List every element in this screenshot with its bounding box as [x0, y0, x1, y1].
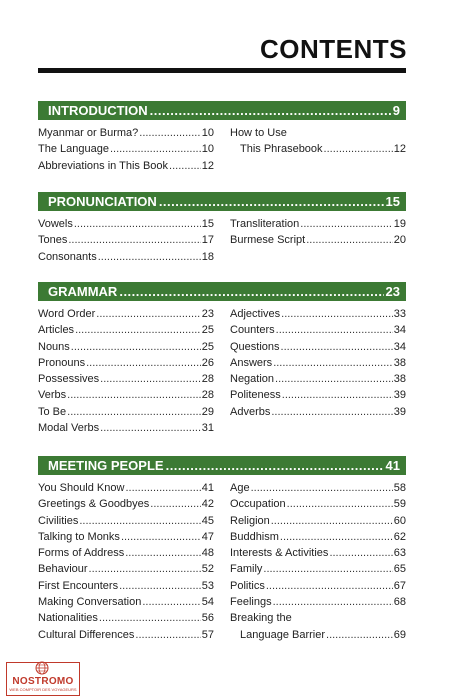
entry-title: Consonants — [38, 250, 97, 263]
entry-title: Negation — [230, 373, 275, 386]
entry-page-number: 57 — [201, 628, 214, 641]
leader-dots — [75, 322, 201, 338]
entry-page-number: 58 — [393, 482, 406, 494]
toc-entry[interactable] — [230, 339, 406, 355]
toc-column-left — [38, 216, 214, 265]
toc-entry[interactable] — [230, 529, 406, 545]
entry-title: Civilities — [38, 514, 79, 527]
leader-dots — [96, 306, 200, 322]
leader-dots — [71, 339, 201, 355]
entry-page-number: 52 — [201, 563, 214, 576]
toc-entry[interactable] — [38, 216, 214, 232]
entry-title: Breaking the — [230, 612, 292, 625]
entry-page-number: 56 — [201, 612, 214, 625]
entry-title: Burmese Script — [230, 234, 306, 247]
section-meeting-people — [38, 456, 406, 643]
toc-entry[interactable] — [38, 627, 214, 643]
toc-entry[interactable] — [38, 322, 214, 338]
toc-entry[interactable] — [38, 420, 214, 436]
toc-column-right — [230, 480, 406, 643]
leader-dots — [329, 545, 392, 561]
toc-column-right — [230, 216, 406, 265]
entry-page-number: 19 — [393, 218, 406, 230]
leader-dots — [100, 371, 201, 387]
logo-tagline: WEB COMPTOIR DES VOYAGEURS — [9, 687, 77, 692]
toc-entry[interactable] — [230, 322, 406, 338]
toc-entry[interactable] — [38, 578, 214, 594]
entry-page-number: 34 — [393, 324, 406, 337]
page-title: CONTENTS — [260, 34, 407, 64]
entry-page-number: 28 — [201, 389, 214, 402]
entry-page-number: 59 — [393, 498, 406, 511]
section-pronunciation — [38, 192, 406, 265]
entry-page-number: 10 — [201, 127, 214, 139]
leader-dots — [110, 141, 201, 157]
entry-title: Abbreviations in This Book — [38, 159, 169, 172]
entry-title: Politics — [230, 579, 265, 592]
leader-dots — [271, 404, 392, 420]
leader-dots — [169, 158, 201, 174]
entry-title: Buddhism — [230, 530, 279, 543]
leader-dots — [125, 480, 200, 496]
entry-page-number: 10 — [201, 143, 214, 156]
entry-page-number: 23 — [201, 308, 214, 320]
leader-dots — [271, 513, 393, 529]
entry-title: Nouns — [38, 340, 70, 353]
toc-entry[interactable] — [38, 125, 214, 141]
entry-page-number: 69 — [393, 628, 406, 641]
leader-dots — [67, 387, 201, 403]
toc-entry[interactable] — [230, 610, 406, 626]
entry-page-number: 48 — [201, 547, 214, 560]
entry-page-number: 12 — [201, 159, 214, 172]
entry-title: Politeness — [230, 389, 281, 402]
entry-title: Interests & Activities — [230, 547, 329, 560]
entry-page-number — [405, 610, 406, 626]
toc-entry[interactable] — [230, 496, 406, 512]
toc-entry[interactable] — [230, 232, 406, 248]
entry-page-number: 31 — [201, 422, 214, 435]
toc-column-right — [230, 306, 406, 436]
entry-title: Word Order — [38, 308, 96, 320]
leader-dots — [86, 355, 201, 371]
entry-title: Possessives — [38, 373, 100, 386]
logo-name: NOSTROMO — [12, 676, 74, 687]
entry-title: Nationalities — [38, 612, 98, 625]
toc-entry[interactable] — [230, 561, 406, 577]
section-page-number: 23 — [385, 284, 400, 299]
entry-title: Pronouns — [38, 356, 86, 369]
entry-page-number: 39 — [393, 405, 406, 418]
entry-page-number: 33 — [393, 308, 406, 320]
toc-column-left — [38, 125, 214, 174]
toc-entry[interactable] — [38, 232, 214, 248]
toc-entry[interactable] — [38, 404, 214, 420]
leader-dots — [125, 545, 201, 561]
leader-dots — [266, 578, 393, 594]
leader-dots — [119, 282, 383, 301]
toc-entry[interactable] — [38, 610, 214, 626]
entry-title: First Encounters — [38, 579, 119, 592]
leader-dots — [273, 594, 393, 610]
entry-page-number: 39 — [393, 389, 406, 402]
toc-column-right — [230, 125, 406, 174]
entry-page-number — [405, 125, 406, 141]
toc-entry[interactable] — [38, 480, 214, 496]
leader-dots — [166, 456, 384, 475]
toc-entry[interactable] — [38, 561, 214, 577]
entry-title: Language Barrier — [240, 628, 326, 641]
leader-dots — [99, 610, 201, 626]
entry-title: Articles — [38, 324, 75, 337]
leader-dots — [306, 232, 393, 248]
globe-icon — [35, 661, 49, 675]
title-rule — [38, 68, 406, 73]
entry-title: Vowels — [38, 218, 73, 230]
entry-page-number: 29 — [201, 405, 214, 418]
entry-page-number: 68 — [393, 596, 406, 609]
entry-title: Religion — [230, 514, 270, 527]
entry-page-number: 17 — [201, 234, 214, 247]
entry-page-number: 54 — [201, 596, 214, 609]
entry-title: To Be — [38, 405, 67, 418]
entry-title: Adjectives — [230, 308, 281, 320]
entry-title: Feelings — [230, 596, 272, 609]
section-page-number: 9 — [392, 103, 400, 118]
leader-dots — [280, 529, 393, 545]
entry-page-number: 47 — [201, 530, 214, 543]
entry-page-number: 60 — [393, 514, 406, 527]
entry-title: Modal Verbs — [38, 422, 100, 435]
entry-title: Making Conversation — [38, 596, 142, 609]
entry-page-number: 67 — [393, 579, 406, 592]
toc-entry[interactable] — [38, 387, 214, 403]
toc-column-left — [38, 306, 214, 436]
toc-entry[interactable] — [230, 513, 406, 529]
entry-page-number: 12 — [393, 143, 406, 156]
toc-entry[interactable] — [230, 306, 406, 322]
toc-entry[interactable] — [230, 480, 406, 496]
section-header-grammar[interactable] — [38, 282, 406, 301]
toc-entry[interactable] — [38, 496, 214, 512]
entry-title: Age — [230, 482, 250, 494]
leader-dots — [68, 232, 200, 248]
leader-dots — [100, 420, 201, 436]
entry-title: This Phrasebook — [240, 143, 323, 156]
entry-title: Cultural Differences — [38, 628, 135, 641]
entry-page-number: 42 — [201, 498, 214, 511]
toc-entry[interactable] — [230, 125, 406, 141]
leader-dots — [139, 125, 200, 141]
entry-title: Answers — [230, 356, 273, 369]
entry-page-number: 65 — [393, 563, 406, 576]
leader-dots — [74, 216, 201, 232]
entry-page-number: 62 — [393, 530, 406, 543]
toc-entry[interactable] — [38, 339, 214, 355]
entry-title: Family — [230, 563, 263, 576]
leader-dots — [142, 594, 200, 610]
entry-page-number: 38 — [393, 356, 406, 369]
leader-dots — [300, 216, 392, 232]
toc-entry[interactable] — [38, 594, 214, 610]
entry-title: Counters — [230, 324, 275, 337]
entry-title: Transliteration — [230, 218, 300, 230]
toc-entry[interactable] — [38, 529, 214, 545]
entry-page-number: 28 — [201, 373, 214, 386]
leader-dots — [282, 387, 393, 403]
section-title: MEETING PEOPLE — [48, 458, 164, 473]
entry-page-number: 45 — [201, 514, 214, 527]
section-header-pronunciation[interactable] — [38, 192, 406, 211]
entry-title: Questions — [230, 340, 280, 353]
leader-dots — [150, 101, 391, 120]
leader-dots — [159, 192, 384, 211]
toc-entry[interactable] — [38, 355, 214, 371]
section-grammar — [38, 282, 406, 436]
section-title: INTRODUCTION — [48, 103, 148, 118]
entry-title: The Language — [38, 143, 109, 156]
entry-page-number: 34 — [393, 340, 406, 353]
entry-page-number: 20 — [393, 234, 406, 247]
leader-dots — [98, 249, 201, 265]
entry-page-number: 25 — [201, 340, 214, 353]
section-title: GRAMMAR — [48, 284, 118, 299]
toc-entry[interactable] — [230, 545, 406, 561]
entry-title: Tones — [38, 234, 68, 247]
leader-dots — [281, 339, 393, 355]
section-header-meeting-people[interactable] — [38, 456, 406, 475]
leader-dots — [276, 322, 393, 338]
leader-dots — [89, 561, 201, 577]
toc-entry[interactable] — [38, 158, 214, 174]
section-title: PRONUNCIATION — [48, 194, 157, 209]
entry-title: Adverbs — [230, 405, 271, 418]
leader-dots — [326, 627, 393, 643]
section-page-number: 15 — [385, 194, 400, 209]
leader-dots — [275, 371, 393, 387]
entry-title: How to Use — [230, 127, 287, 139]
toc-entry[interactable] — [38, 371, 214, 387]
entry-title: Occupation — [230, 498, 286, 511]
leader-dots — [150, 496, 200, 512]
toc-entry[interactable] — [230, 627, 406, 643]
toc-entry[interactable] — [230, 216, 406, 232]
leader-dots — [67, 404, 201, 420]
entry-title: Talking to Monks — [38, 530, 120, 543]
entry-page-number: 15 — [201, 218, 214, 230]
toc-column-left — [38, 480, 214, 643]
entry-page-number: 18 — [201, 250, 214, 263]
toc-entry[interactable] — [230, 594, 406, 610]
leader-dots — [121, 529, 201, 545]
toc-entry[interactable] — [230, 355, 406, 371]
leader-dots — [119, 578, 201, 594]
leader-dots — [324, 141, 393, 157]
entry-page-number: 41 — [201, 482, 214, 494]
leader-dots — [251, 480, 393, 496]
entry-title: Greetings & Goodbyes — [38, 498, 150, 511]
leader-dots — [293, 610, 405, 626]
toc-entry[interactable] — [230, 578, 406, 594]
leader-dots — [287, 496, 393, 512]
entry-title: Myanmar or Burma? — [38, 127, 139, 139]
section-page-number: 41 — [385, 458, 400, 473]
section-header-introduction[interactable] — [38, 101, 406, 120]
entry-title: Behaviour — [38, 563, 88, 576]
toc-entry[interactable] — [230, 371, 406, 387]
leader-dots — [79, 513, 200, 529]
leader-dots — [263, 561, 392, 577]
entry-page-number: 53 — [201, 579, 214, 592]
entry-page-number: 25 — [201, 324, 214, 337]
toc-entry[interactable] — [38, 513, 214, 529]
entry-title: Forms of Address — [38, 547, 125, 560]
entry-title: Verbs — [38, 389, 67, 402]
toc-entry[interactable] — [230, 404, 406, 420]
toc-entry[interactable] — [38, 141, 214, 157]
leader-dots — [281, 306, 393, 322]
leader-dots — [273, 355, 393, 371]
section-introduction — [38, 101, 406, 174]
entry-title: You Should Know — [38, 482, 125, 494]
entry-page-number: 63 — [393, 547, 406, 560]
entry-page-number: 26 — [201, 356, 214, 369]
toc-entry[interactable] — [38, 545, 214, 561]
toc-entry[interactable] — [230, 387, 406, 403]
toc-entry[interactable] — [230, 141, 406, 157]
leader-dots — [135, 627, 200, 643]
leader-dots — [288, 125, 405, 141]
publisher-logo — [6, 662, 80, 696]
toc-entry[interactable] — [38, 306, 214, 322]
entry-page-number: 38 — [393, 373, 406, 386]
toc-entry[interactable] — [38, 249, 214, 265]
